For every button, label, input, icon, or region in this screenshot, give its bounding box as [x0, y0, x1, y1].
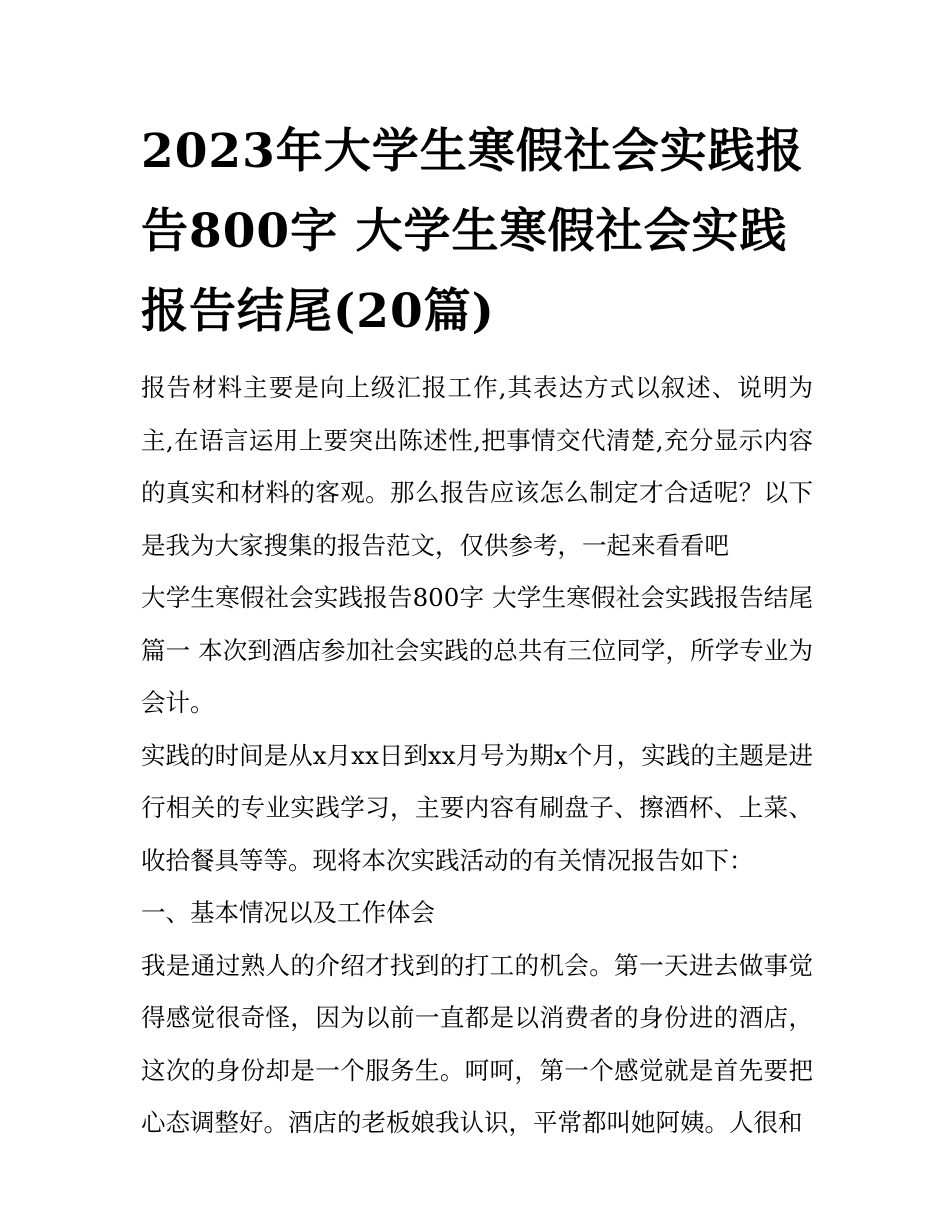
paragraph-section-one-intro: 大学生寒假社会实践报告800字 大学生寒假社会实践报告结尾篇一 本次到酒店参加社会实践的总共有三位同学，所学专业为会计。 — [141, 583, 813, 717]
section-heading: 一、基本情况以及工作体会 — [141, 898, 435, 927]
document-body — [141, 112, 813, 1150]
paragraph-intro: 报告材料主要是向上级汇报工作,其表达方式以叙述、说明为主,在语言运用上要突出陈述性,把事情交代清楚,充分显示内容的真实和材料的客观。那么报告应该怎么制定才合适呢？以下是我为大家搜集的报告范文，仅供参考，一起来看看吧 — [141, 373, 813, 560]
document-title: 2023年大学生寒假社会实践报告800字 大学生寒假社会实践报告结尾(20篇) — [141, 124, 804, 339]
paragraph-work-experience: 我是通过熟人的介绍才找到的打工的机会。第一天进去做事觉得感觉很奇怪，因为以前一直都是以消费者的身份进的酒店，这次的身份却是一个服务生。呵呵，第一个感觉就是首先要把心态调整好。酒店的老板娘我认识，平常都叫她阿姨。人很和 — [141, 950, 813, 1137]
paragraph-practice-time: 实践的时间是从x月xx日到xx月号为期x个月，实践的主题是进行相关的专业实践学习，主要内容有刷盘子、擦酒杯、上菜、收拾餐具等等。现将本次实践活动的有关情况报告如下： — [141, 740, 813, 875]
